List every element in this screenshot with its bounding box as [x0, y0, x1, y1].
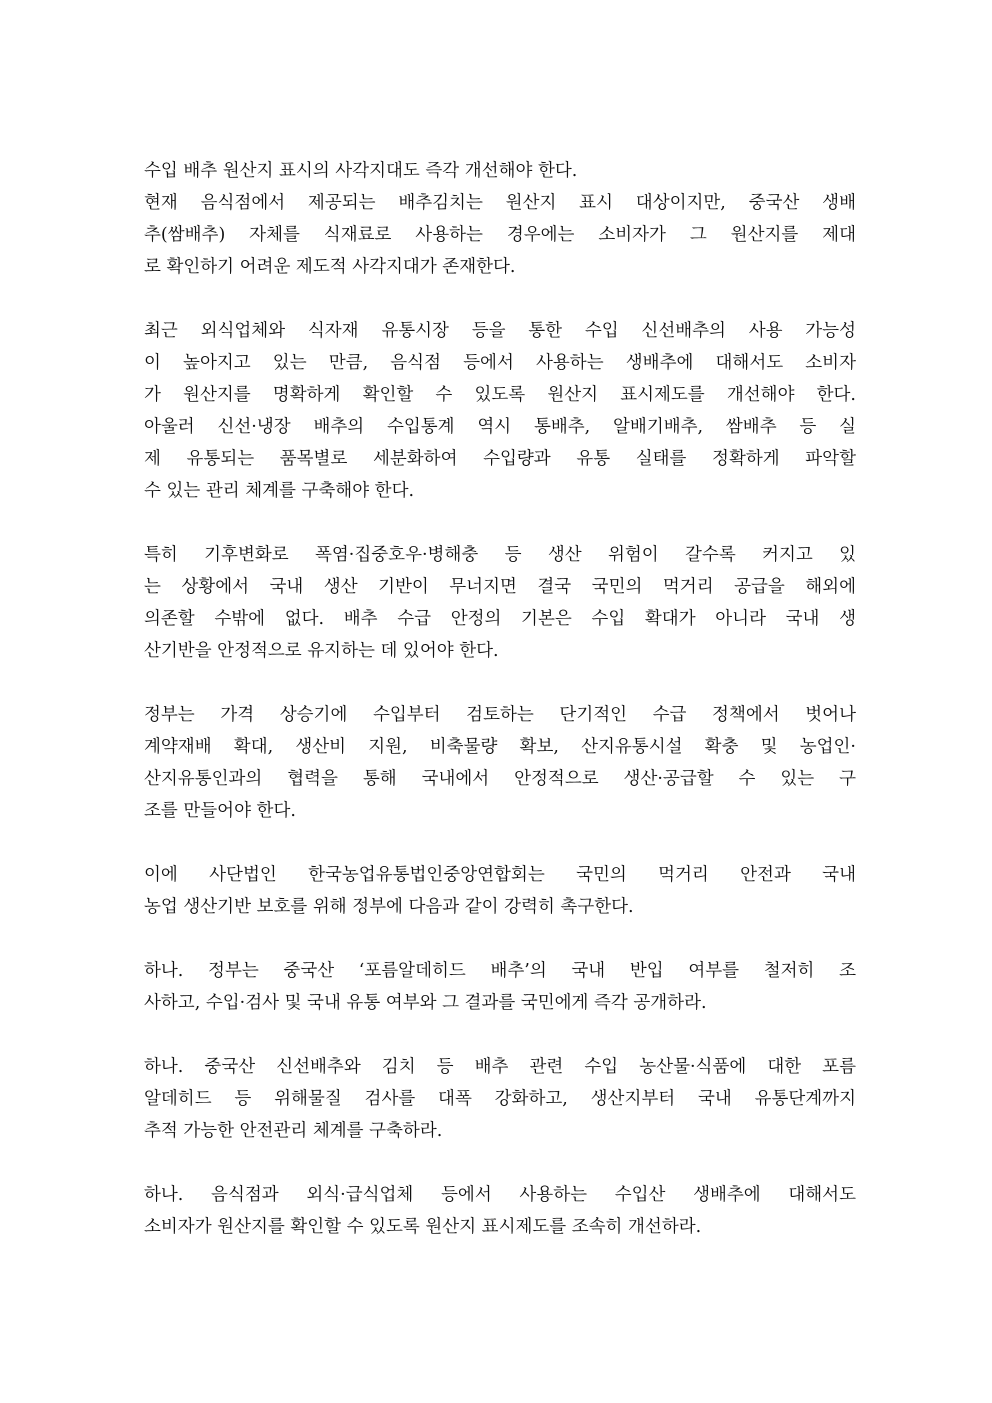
text-line: 하나. 정부는 중국산 ‘포름알데히드 배추’의 국내 반입 여부를 철저히 조 — [144, 961, 856, 981]
text-line: 최근 외식업체와 식자재 유통시장 등을 통한 수입 신선배추의 사용 가능성 — [144, 321, 856, 341]
paragraph-1 — [144, 155, 856, 283]
text-line: 조를 만들어야 한다. — [144, 801, 296, 821]
text-line: 제 유통되는 품목별로 세분화하여 수입량과 유통 실태를 정확하게 파악할 — [144, 449, 856, 469]
document-page — [144, 155, 856, 1275]
text-line: 수 있는 관리 체계를 구축해야 한다. — [144, 481, 415, 501]
text-line: 이 높아지고 있는 만큼, 음식점 등에서 사용하는 생배추에 대해서도 소비자 — [144, 353, 856, 373]
text-line: 의존할 수밖에 없다. 배추 수급 안정의 기본은 수입 확대가 아니라 국내 생 — [144, 609, 856, 629]
text-line: 계약재배 확대, 생산비 지원, 비축물량 확보, 산지유통시설 확충 및 농업인· — [144, 737, 856, 757]
text-line: 추적 가능한 안전관리 체계를 구축하라. — [144, 1121, 443, 1141]
text-line: 는 상황에서 국내 생산 기반이 무너지면 결국 국민의 먹거리 공급을 해외에 — [144, 577, 856, 597]
text-line: 가 원산지를 명확하게 확인할 수 있도록 원산지 표시제도를 개선해야 한다. — [144, 385, 856, 405]
text-line: 아울러 신선·냉장 배추의 수입통계 역시 통배추, 알배기배추, 쌈배추 등 실 — [144, 417, 856, 437]
text-line: 이에 사단법인 한국농업유통법인중앙연합회는 국민의 먹거리 안전과 국내 — [144, 865, 856, 885]
text-line: 로 확인하기 어려운 제도적 사각지대가 존재한다. — [144, 257, 516, 277]
paragraph-4 — [144, 699, 856, 827]
paragraph-3 — [144, 539, 856, 667]
text-line: 하나. 음식점과 외식·급식업체 등에서 사용하는 수입산 생배추에 대해서도 — [144, 1185, 856, 1205]
text-line: 소비자가 원산지를 확인할 수 있도록 원산지 표시제도를 조속히 개선하라. — [144, 1217, 702, 1237]
text-line: 현재 음식점에서 제공되는 배추김치는 원산지 표시 대상이지만, 중국산 생배 — [144, 193, 856, 213]
text-line: 산기반을 안정적으로 유지하는 데 있어야 한다. — [144, 641, 499, 661]
text-line: 산지유통인과의 협력을 통해 국내에서 안정적으로 생산·공급할 수 있는 구 — [144, 769, 856, 789]
text-line: 수입 배추 원산지 표시의 사각지대도 즉각 개선해야 한다. — [144, 161, 578, 181]
demand-2 — [144, 1051, 856, 1147]
demand-1 — [144, 955, 856, 1019]
text-line: 알데히드 등 위해물질 검사를 대폭 강화하고, 생산지부터 국내 유통단계까지 — [144, 1089, 856, 1109]
text-line: 농업 생산기반 보호를 위해 정부에 다음과 같이 강력히 촉구한다. — [144, 897, 634, 917]
demand-3 — [144, 1179, 856, 1243]
text-line: 사하고, 수입·검사 및 국내 유통 여부와 그 결과를 국민에게 즉각 공개하라. — [144, 993, 707, 1013]
text-line: 추(쌈배추) 자체를 식재료로 사용하는 경우에는 소비자가 그 원산지를 제대 — [144, 225, 856, 245]
text-line: 정부는 가격 상승기에 수입부터 검토하는 단기적인 수급 정책에서 벗어나 — [144, 705, 856, 725]
text-line: 하나. 중국산 신선배추와 김치 등 배추 관련 수입 농산물·식품에 대한 포름 — [144, 1057, 856, 1077]
text-line: 특히 기후변화로 폭염·집중호우·병해충 등 생산 위험이 갈수록 커지고 있 — [144, 545, 856, 565]
paragraph-5 — [144, 859, 856, 923]
paragraph-2 — [144, 315, 856, 507]
